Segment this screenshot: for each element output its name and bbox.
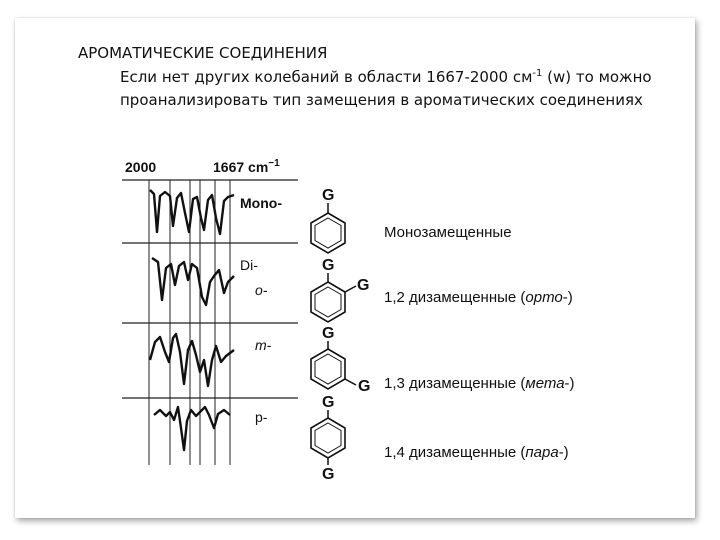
body-text-line-1-sup: -1 <box>532 68 543 79</box>
body-text-line-1-tail: (w) то можно <box>542 68 652 86</box>
substituent-label: G <box>357 277 370 294</box>
caption-para <box>384 444 569 461</box>
body-text-line-2: проанализировать тип замещения в ароматических соединениях <box>120 91 643 109</box>
benzene-inner-ring <box>315 354 341 384</box>
caption-meta-italic: мета <box>525 375 565 392</box>
caption-meta-prefix: 1,3 дизамещенные ( <box>384 375 526 392</box>
caption-para-prefix: 1,4 дизамещенные ( <box>384 444 526 461</box>
benzene-ring-icon <box>311 349 345 389</box>
axis-label-1667 <box>213 158 280 175</box>
spectrum-trace-meta <box>150 334 234 386</box>
slide-title: АРОМАТИЧЕСКИЕ СОЕДИНЕНИЯ <box>78 44 328 62</box>
spectrum-trace-mono <box>150 190 234 234</box>
label-ortho: o- <box>255 282 268 298</box>
caption-ortho-italic: орто <box>525 289 563 306</box>
label-di: Di- <box>240 257 258 273</box>
axis-label-2000: 2000 <box>125 159 157 175</box>
substituent-label: G <box>322 394 335 411</box>
structure-meta <box>311 325 370 395</box>
benzene-inner-ring <box>315 423 341 453</box>
caption-meta <box>384 375 575 392</box>
substituent-label: G <box>322 257 335 274</box>
benzene-ring-icon <box>311 213 345 253</box>
benzene-inner-ring <box>315 218 341 248</box>
axis-label-1667-main: 1667 cm <box>213 159 269 175</box>
benzene-ring-icon <box>311 282 345 322</box>
caption-ortho <box>384 289 573 306</box>
caption-mono: Монозамещенные <box>384 224 512 241</box>
caption-para-suffix: -) <box>558 444 569 461</box>
substituent-label: G <box>322 466 335 483</box>
bond <box>345 379 356 385</box>
structure-para <box>311 394 345 483</box>
label-meta: m- <box>255 337 272 353</box>
label-para: p- <box>255 409 268 425</box>
bond <box>345 286 356 292</box>
spectrum-traces <box>150 190 234 450</box>
structure-ortho <box>311 257 369 322</box>
structure-mono <box>311 187 345 253</box>
body-text-line-1-main: Если нет других колебаний в области 1667-2000 см <box>120 68 533 86</box>
label-mono: Mono- <box>240 195 282 211</box>
substituent-label: G <box>358 378 371 395</box>
benzene-inner-ring <box>315 287 341 317</box>
axis-label-1667-sup: −1 <box>268 158 280 169</box>
spectrum-trace-para <box>154 407 230 450</box>
caption-para-italic: пара <box>525 444 559 461</box>
spectrum-trace-ortho <box>152 258 234 305</box>
caption-meta-suffix: -) <box>564 375 575 392</box>
caption-ortho-suffix: -) <box>562 289 573 306</box>
benzene-ring-icon <box>311 418 345 458</box>
caption-ortho-prefix: 1,2 дизамещенные ( <box>384 289 526 306</box>
substituent-label: G <box>322 325 335 342</box>
substituent-label: G <box>322 187 335 204</box>
